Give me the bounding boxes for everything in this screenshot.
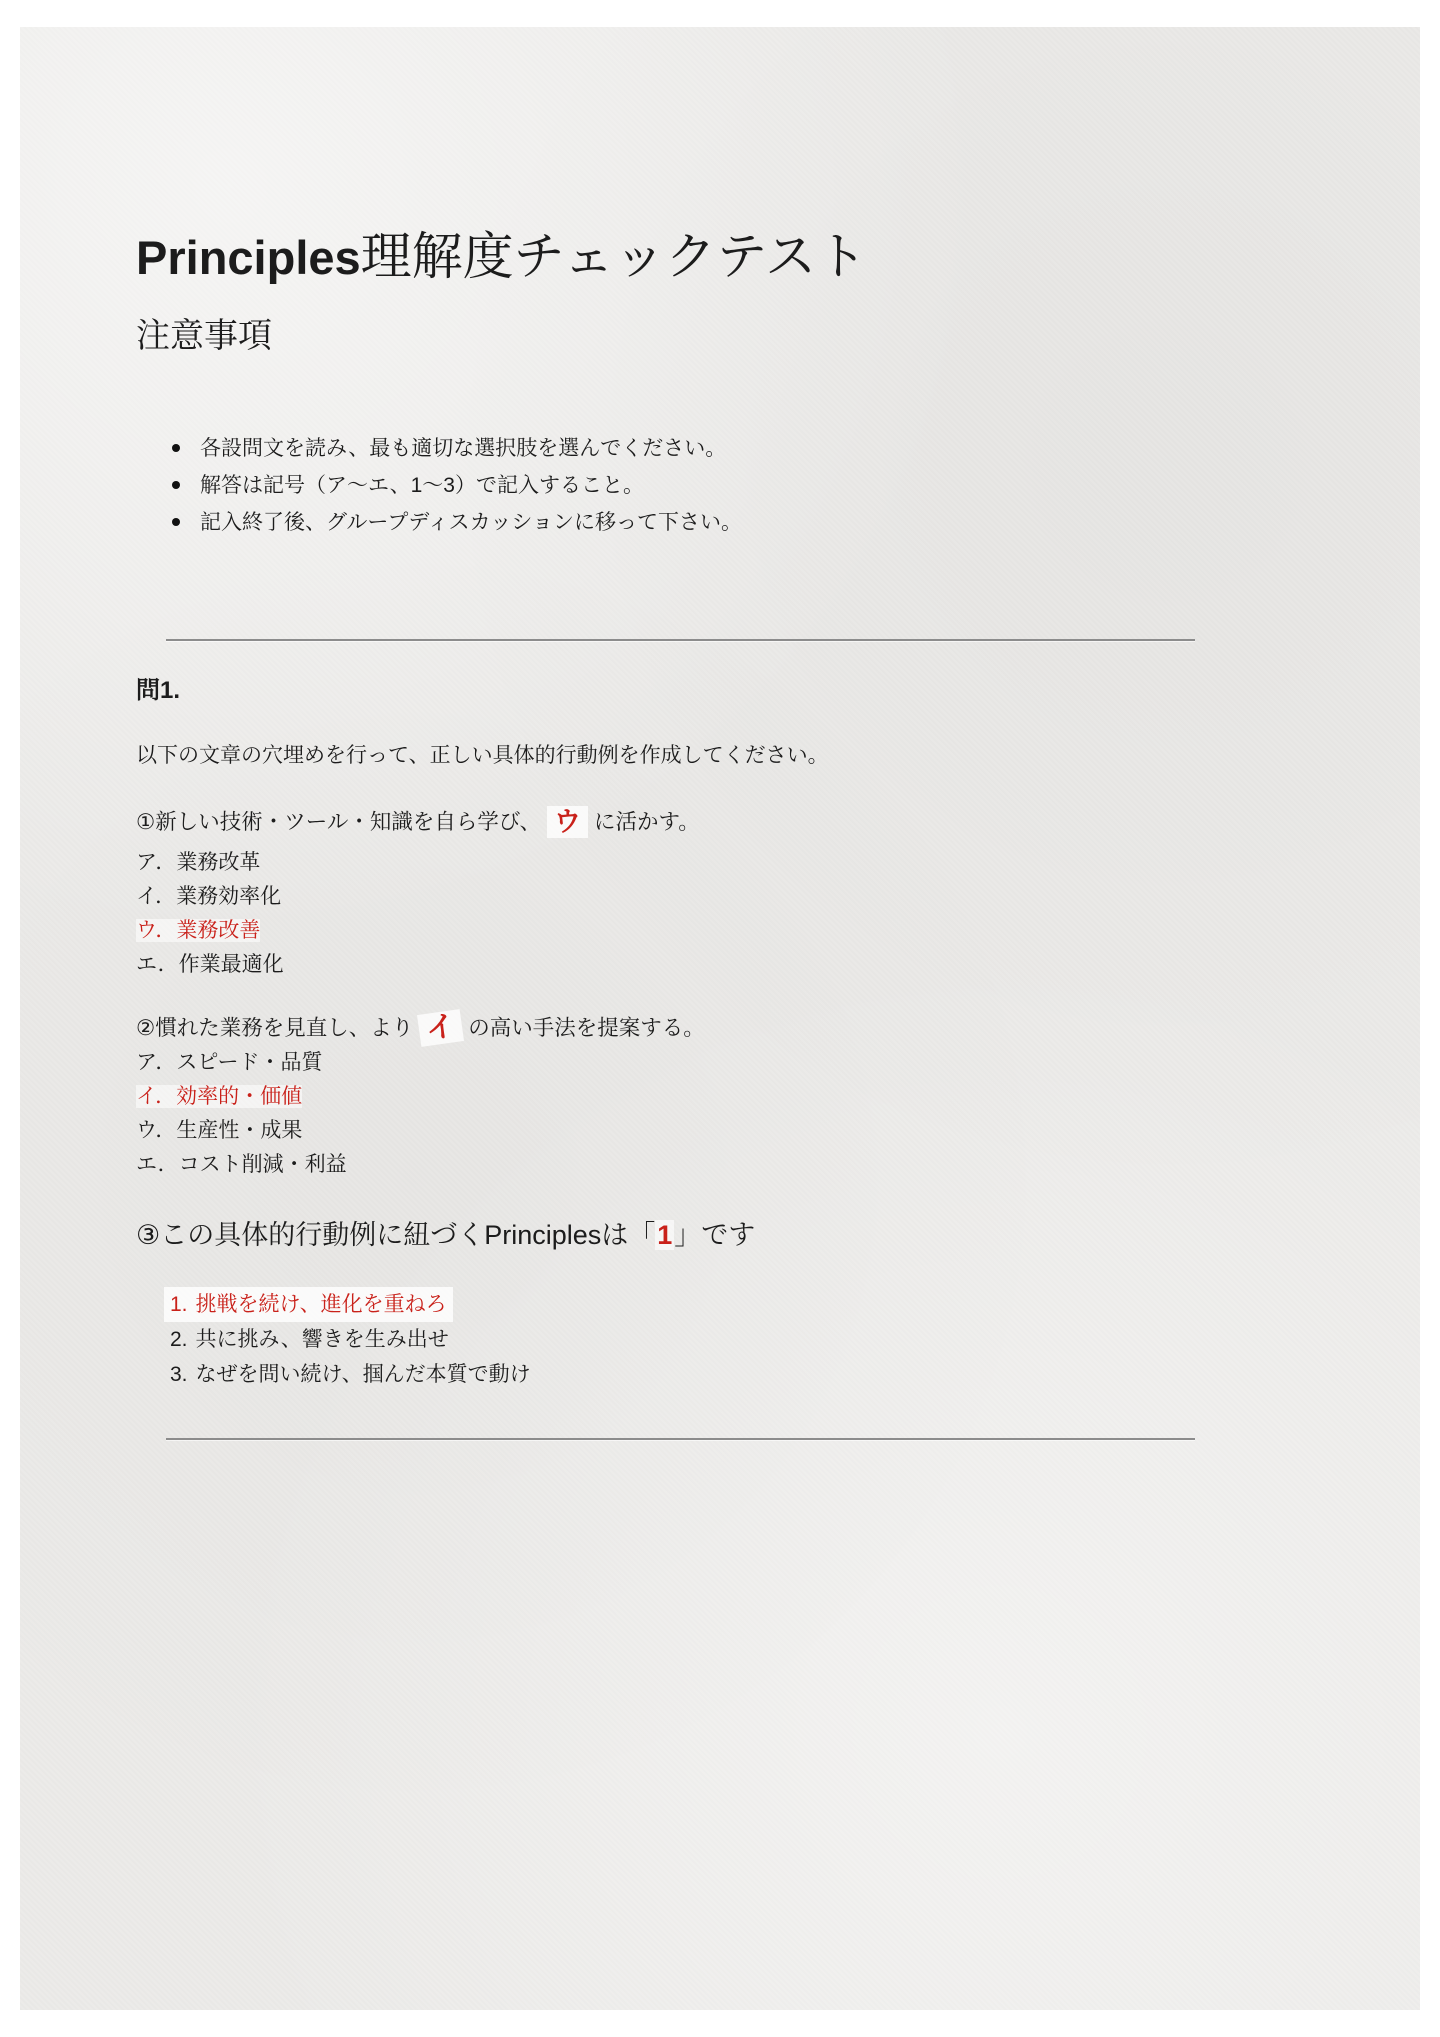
option-u-correct: ウ．業務改善 (136, 919, 261, 942)
instruction-bullet-list (136, 430, 1217, 541)
principle-1-correct: 1. 挑戦を続け、進化を重ねろ (170, 1287, 1217, 1322)
fill-sentence-1 (136, 804, 1217, 840)
option-i-correct: イ．効率的・価値 (136, 1085, 303, 1108)
subtitle-notes: 注意事項 (136, 317, 272, 355)
title-japanese: 理解度チェックテスト (360, 228, 868, 285)
fill1-handwritten-answer: ウ (547, 806, 588, 838)
fill2-text-after: の高い手法を提案する。 (468, 1016, 705, 1040)
fill2-options (136, 1046, 1217, 1182)
option-e: エ．コスト削減・利益 (136, 1153, 347, 1176)
list-item: 記入終了後、グループディスカッションに移って下さい。 (200, 504, 1217, 541)
principle-3: 3. なぜを問い続け、掴んだ本質で動け (170, 1363, 531, 1386)
option-u: ウ．生産性・成果 (136, 1119, 303, 1142)
document-page (20, 27, 1420, 2010)
list-item: 各設問文を読み、最も適切な選択肢を選んでください。 (200, 430, 1217, 467)
section-divider-bottom (166, 1438, 1195, 1440)
fill3-handwritten-answer: 1 (657, 1220, 673, 1250)
document-content (20, 27, 1420, 2010)
fill-sentence-2 (136, 1010, 1217, 1046)
fill3-text-after: 」です (674, 1220, 756, 1250)
fill1-text-before: ①新しい技術・ツール・知識を自ら学び、 (136, 810, 541, 834)
fill2-handwritten-answer: イ (417, 1009, 464, 1047)
section-divider-top (166, 639, 1195, 641)
list-item: 解答は記号（ア〜エ、1〜3）で記入すること。 (200, 467, 1217, 504)
fill1-text-after: に活かす。 (594, 810, 700, 834)
option-a: ア．スピード・品質 (136, 1051, 323, 1074)
title-latin: Principles (136, 231, 361, 284)
option-i: イ．業務効率化 (136, 885, 282, 908)
option-a: ア．業務改革 (136, 851, 261, 874)
principles-list (136, 1287, 1217, 1392)
principle-2: 2. 共に挑み、響きを生み出せ (170, 1328, 449, 1351)
fill2-text-before: ②慣れた業務を見直し、より (136, 1016, 414, 1040)
fill-sentence-3 (136, 1214, 1217, 1256)
question-instruction: 以下の文章の穴埋めを行って、正しい具体的行動例を作成してください。 (136, 744, 829, 767)
fill3-text-before: ③この具体的行動例に紐づくPrinciplesは「 (136, 1220, 656, 1250)
fill1-options (136, 846, 1217, 982)
page-title (136, 225, 1217, 295)
option-e: エ．作業最適化 (136, 953, 284, 976)
question-heading: 問1. (136, 677, 181, 704)
